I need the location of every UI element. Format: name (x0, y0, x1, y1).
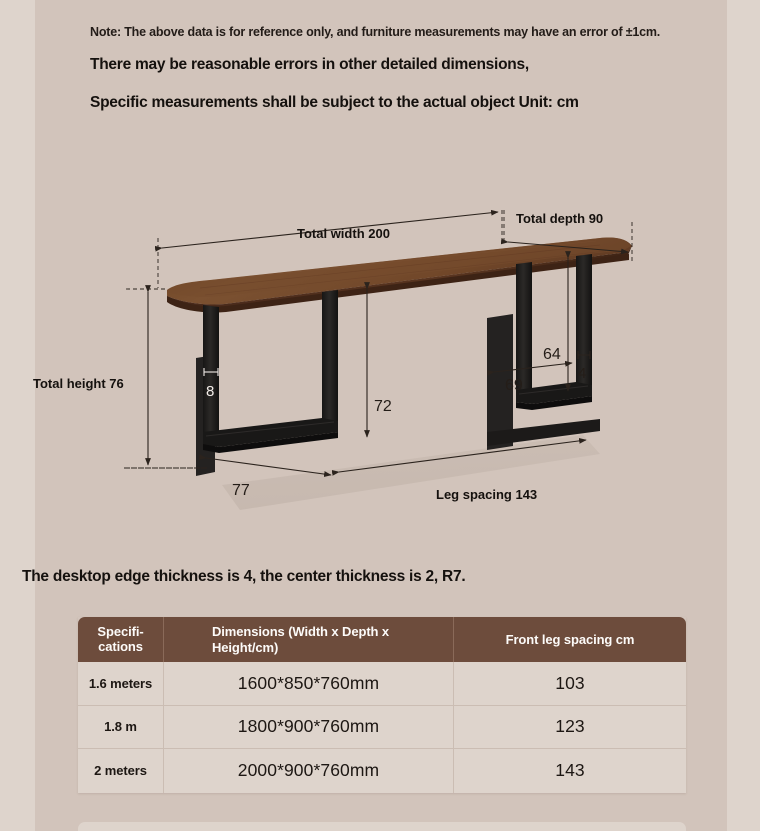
table-row (78, 706, 686, 750)
error-note-text: There may be reasonable errors in other detailed dimensions, (90, 56, 529, 73)
dim-leg-spacing-label: Leg spacing 143 (436, 487, 538, 502)
cell-leg-spacing: 103 (454, 662, 686, 706)
dimension-drawing-svg (0, 200, 760, 540)
dim-total-height-label: Total height 76 (33, 376, 124, 391)
table-top (167, 237, 632, 304)
table-row (78, 749, 686, 793)
header-cell-leg-spacing: Front leg spacing cm (454, 617, 686, 662)
reference-note-text: Note: The above data is for reference only, and furniture measurements may have an error of ±1cm. (90, 25, 661, 39)
cell-leg-spacing: 123 (454, 706, 686, 750)
cell-dimensions: 1600*850*760mm (164, 662, 454, 706)
header-dims-line1: Dimensions (Width x Depth x (212, 623, 390, 639)
dim-under-top-height (367, 289, 392, 437)
header-spec-line2: cations (98, 638, 143, 654)
next-table-peek (78, 822, 686, 831)
cell-spec: 2 meters (78, 749, 164, 793)
dim-inner-leg-depth-label: 69 (505, 377, 523, 394)
dimension-drawing (0, 200, 760, 540)
cell-dimensions: 2000*900*760mm (164, 749, 454, 793)
front-right-leg (516, 254, 592, 410)
dim-bar-thickness-label: 4 (578, 365, 587, 382)
header-spec-line1: Specifi- (97, 623, 144, 639)
cell-leg-spacing: 143 (454, 749, 686, 793)
dim-leg-depth-label: 77 (232, 482, 250, 499)
cell-spec: 1.6 meters (78, 662, 164, 706)
dim-total-height (33, 289, 210, 468)
cell-spec: 1.8 m (78, 706, 164, 750)
unit-note-text: Specific measurements shall be subject to the actual object Unit: cm (90, 94, 579, 111)
header-cell-specifications (78, 617, 164, 662)
front-left-leg (203, 290, 338, 453)
table-header (78, 617, 686, 662)
note-block (90, 14, 730, 112)
dim-total-width-label: Total width 200 (297, 226, 390, 241)
dim-inner-leg-height (543, 258, 568, 391)
dim-under-top-height-label: 72 (374, 398, 392, 415)
header-cell-dimensions (164, 617, 454, 662)
floor-plane (222, 435, 600, 510)
cell-dimensions: 1800*900*760mm (164, 706, 454, 750)
dim-total-depth-label: Total depth 90 (516, 211, 604, 226)
table-header-row (78, 617, 686, 662)
dim-leg-width-label: 8 (206, 383, 215, 400)
header-dims-line2: Height/cm) (212, 639, 279, 655)
dim-inner-leg-height-label: 64 (543, 346, 561, 363)
table-body (78, 662, 686, 793)
table-row (78, 662, 686, 706)
specifications-table (78, 617, 686, 793)
thickness-caption: The desktop edge thickness is 4, the center thickness is 2, R7. (22, 568, 466, 585)
